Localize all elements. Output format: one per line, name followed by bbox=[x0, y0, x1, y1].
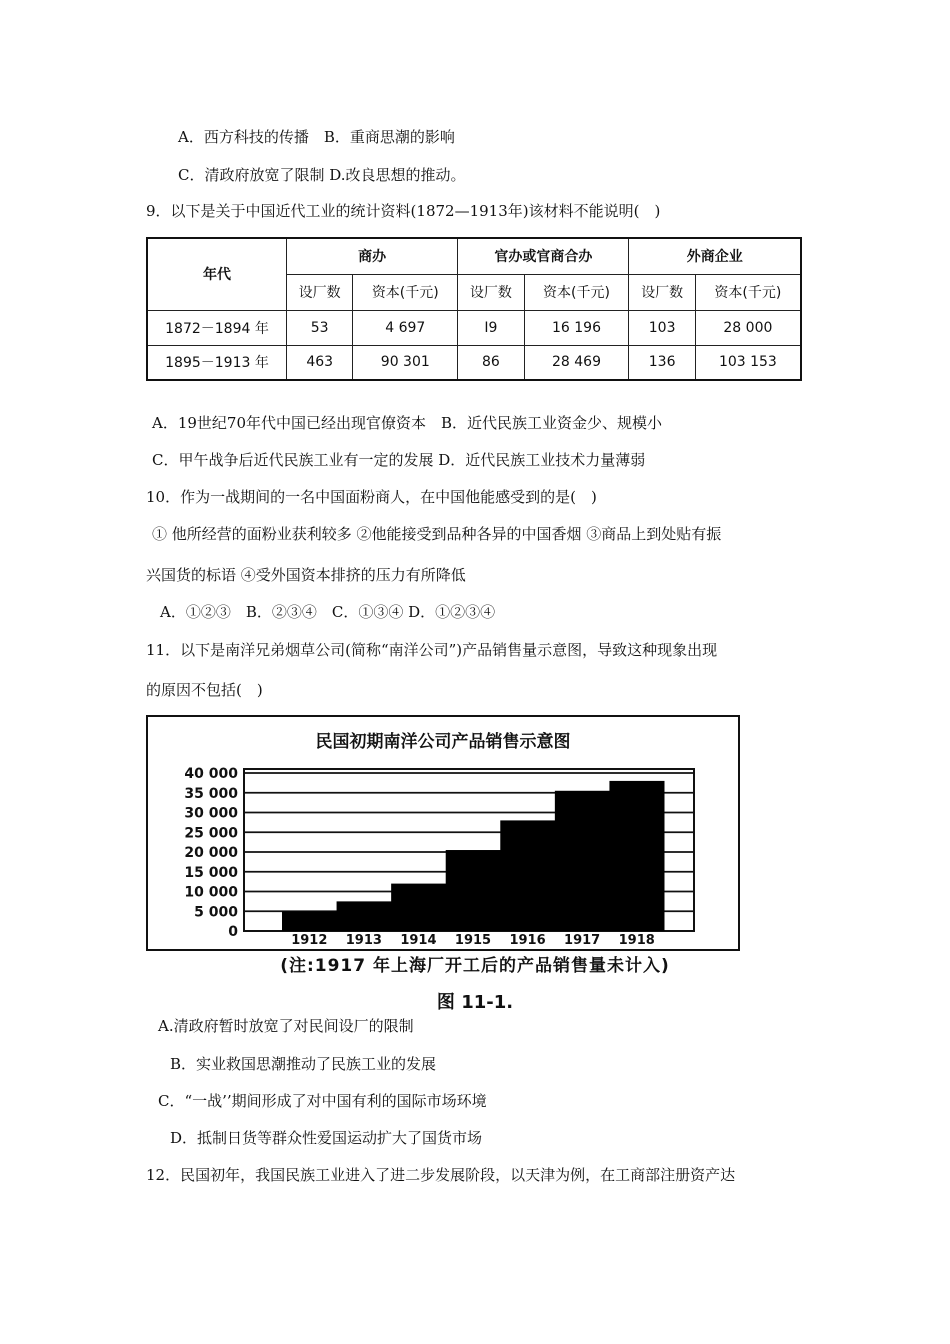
y-tick-label: 25 000 bbox=[184, 825, 238, 842]
chart-title: 民国初期南洋公司产品销售示意图 bbox=[315, 732, 571, 752]
row-era: 1872－1894 年 bbox=[147, 310, 287, 345]
question-10-statements-1: ① 他所经营的面粉业获利较多 ②他能接受到品种各异的中国香烟 ③商品上到处贴有振 bbox=[152, 525, 722, 543]
y-tick-label: 0 bbox=[228, 924, 238, 940]
option-line-a-b: A．西方科技的传播 B．重商思潮的影响 bbox=[178, 128, 455, 146]
header-group-foreign: 外商企业 bbox=[629, 238, 801, 274]
chart-note: (注:1917 年上海厂开工后的产品销售量未计入) bbox=[280, 956, 670, 976]
x-tick-label: 1917 bbox=[564, 933, 601, 948]
subheader: 设厂数 bbox=[629, 274, 695, 310]
sales-chart bbox=[146, 715, 740, 951]
bar bbox=[500, 820, 555, 931]
header-group-private: 商办 bbox=[287, 238, 458, 274]
table-row bbox=[147, 310, 801, 345]
table-row bbox=[147, 345, 801, 380]
bar bbox=[391, 884, 446, 931]
bar bbox=[446, 850, 501, 931]
subheader: 资本(千元) bbox=[353, 274, 458, 310]
subheader: 资本(千元) bbox=[695, 274, 801, 310]
bar bbox=[337, 901, 392, 931]
y-tick-label: 10 000 bbox=[184, 884, 238, 901]
y-tick-label: 20 000 bbox=[184, 845, 238, 861]
table-cell: 463 bbox=[287, 345, 353, 380]
header-era: 年代 bbox=[147, 238, 287, 310]
subheader: 设厂数 bbox=[287, 274, 353, 310]
x-tick-label: 1912 bbox=[291, 933, 328, 948]
question-12: 12．民国初年，我国民族工业进入了进二步发展阶段，以天津为例，在工商部注册资产达 bbox=[146, 1166, 736, 1184]
x-tick-label: 1916 bbox=[509, 933, 546, 948]
bar bbox=[282, 911, 337, 931]
option-line-c-d: C．清政府放宽了限制 D.改良思想的推动。 bbox=[178, 166, 466, 184]
x-tick-label: 1914 bbox=[400, 933, 437, 948]
question-11-option-d: D．抵制日货等群众性爱国运动扩大了国货市场 bbox=[170, 1129, 483, 1147]
y-tick-label: 35 000 bbox=[184, 785, 238, 802]
question-11-option-c: C．“一战’’期间形成了对中国有利的国际市场环境 bbox=[158, 1092, 487, 1110]
question-11-line-1: 11．以下是南洋兄弟烟草公司(简称“南洋公司”)产品销售量示意图，导致这种现象出现 bbox=[146, 641, 718, 659]
table-cell: 103 153 bbox=[695, 345, 801, 380]
table-cell: 16 196 bbox=[524, 310, 629, 345]
table-cell: 103 bbox=[629, 310, 695, 345]
x-tick-label: 1918 bbox=[618, 933, 655, 948]
figure-caption: 图 11-1. bbox=[436, 992, 514, 1013]
bar bbox=[609, 781, 664, 931]
question-11-option-b: B．实业救国思潮推动了民族工业的发展 bbox=[170, 1055, 437, 1073]
bar bbox=[555, 791, 610, 931]
y-tick-label: 15 000 bbox=[184, 864, 238, 881]
x-tick-label: 1913 bbox=[345, 933, 382, 948]
question-9-option-a-b: A．19世纪70年代中国已经出现官僚资本 B．近代民族工业资金少、规模小 bbox=[152, 414, 663, 432]
industry-stats-table bbox=[146, 237, 802, 381]
subheader: 资本(千元) bbox=[524, 274, 629, 310]
question-9: 9．以下是关于中国近代工业的统计资料(1872—1913年)该材料不能说明( ) bbox=[146, 202, 661, 220]
question-11-option-a: A.清政府暂时放宽了对民间设厂的限制 bbox=[158, 1017, 414, 1035]
header-group-official: 官办或官商合办 bbox=[458, 238, 629, 274]
question-10-statements-2: 兴国货的标语 ④受外国资本排挤的压力有所降低 bbox=[146, 566, 466, 584]
table-cell: 86 bbox=[458, 345, 524, 380]
table-cell: 53 bbox=[287, 310, 353, 345]
y-tick-label: 40 000 bbox=[184, 766, 238, 782]
question-11-line-2: 的原因不包括( ) bbox=[146, 681, 263, 699]
row-era: 1895－1913 年 bbox=[147, 345, 287, 380]
table-cell: I9 bbox=[458, 310, 524, 345]
y-tick-label: 30 000 bbox=[184, 805, 238, 822]
table-cell: 136 bbox=[629, 345, 695, 380]
y-tick-label: 5 000 bbox=[194, 904, 238, 921]
subheader: 设厂数 bbox=[458, 274, 524, 310]
table-cell: 28 000 bbox=[695, 310, 801, 345]
question-10: 10．作为一战期间的一名中国面粉商人，在中国他能感受到的是( ) bbox=[146, 488, 597, 506]
chart-plot bbox=[148, 717, 738, 949]
question-10-options: A．①②③ B．②③④ C．①③④ D．①②③④ bbox=[160, 603, 496, 621]
table-cell: 28 469 bbox=[524, 345, 629, 380]
table-cell: 4 697 bbox=[353, 310, 458, 345]
table-cell: 90 301 bbox=[353, 345, 458, 380]
x-tick-label: 1915 bbox=[454, 933, 492, 948]
question-9-option-c-d: C．甲午战争后近代民族工业有一定的发展 D．近代民族工业技术力量薄弱 bbox=[152, 451, 646, 469]
